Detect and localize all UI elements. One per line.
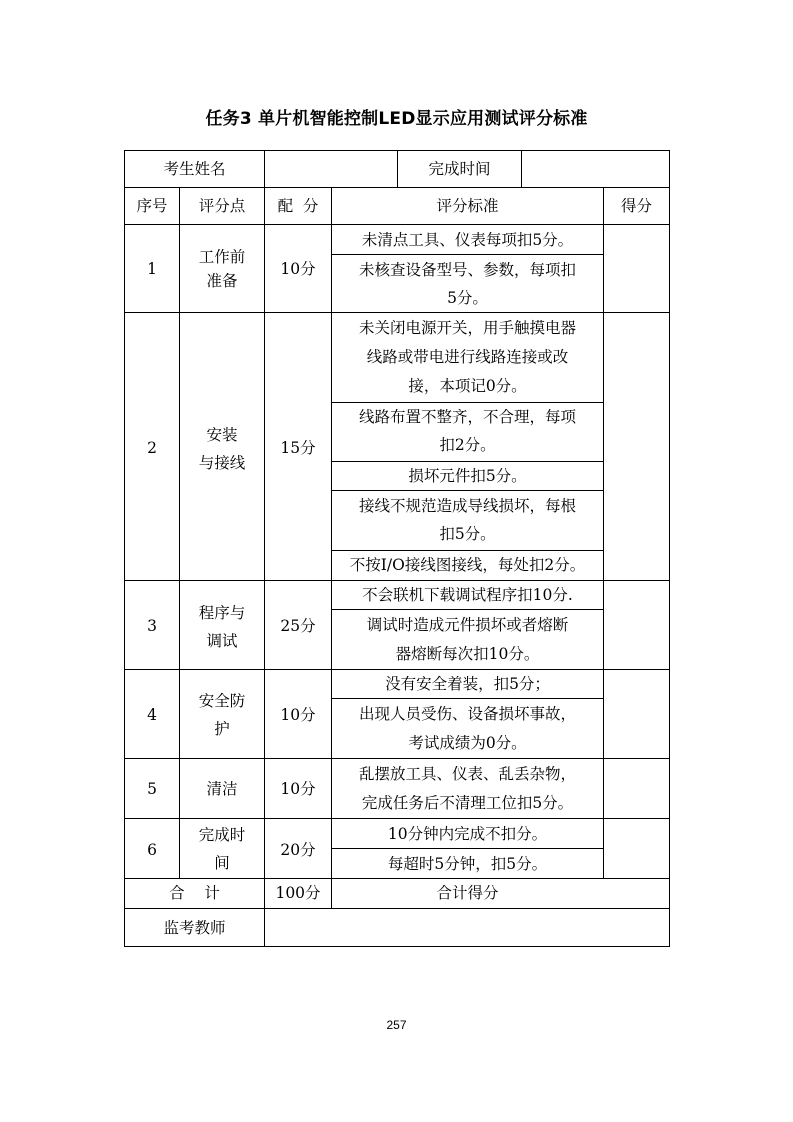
- row-3-point: 调试: [206, 632, 238, 650]
- row-2-point: 与接线: [198, 454, 246, 472]
- row-2-point: 安装: [206, 426, 238, 444]
- row-4-point: 护: [214, 720, 230, 738]
- row-3-criterion: 器熔断每次扣10分。: [395, 645, 540, 663]
- row-4-point: 安全防: [198, 692, 246, 710]
- row-1-no: 1: [147, 260, 157, 278]
- column-header-got: 得分: [620, 197, 652, 215]
- row-3-criterion: 不会联机下载调试程序扣10分.: [362, 586, 573, 604]
- row-2-criterion: 扣5分。: [439, 525, 496, 543]
- row-5-score: 10分: [280, 780, 316, 798]
- row-6-point: 间: [214, 854, 230, 872]
- row-1-criterion: 未清点工具、仪表每项扣5分。: [361, 231, 574, 249]
- row-3-point: 程序与: [198, 604, 246, 622]
- row-6-score: 20分: [280, 841, 316, 859]
- column-header-no: 序号: [136, 197, 168, 215]
- row-2-score: 15分: [280, 439, 316, 457]
- row-6-criterion: 10分钟内完成不扣分。: [387, 825, 548, 843]
- row-6-no: 6: [147, 841, 157, 859]
- row-5-criterion: 乱摆放工具、仪表、乱丢杂物，: [358, 765, 576, 783]
- row-4-criterion: 考试成绩为0分。: [408, 734, 527, 752]
- row-2-criterion: 接线不规范造成导线损坏，每根: [358, 497, 576, 515]
- total-score: 100分: [275, 884, 321, 902]
- row-2-criterion: 线路布置不整齐，不合理，每项: [358, 408, 576, 426]
- column-header-criteria: 评分标准: [436, 197, 499, 215]
- row-1-point: 准备: [206, 272, 238, 290]
- row-1-criterion: 5分。: [447, 289, 488, 307]
- document-title: 任务3 单片机智能控制LED显示应用测试评分标准: [205, 109, 588, 129]
- row-1-score: 10分: [280, 260, 316, 278]
- proctor-label: 监考教师: [163, 919, 226, 937]
- row-4-criterion: 出现人员受伤、设备损坏事故，: [358, 705, 576, 723]
- row-4-score: 10分: [280, 706, 316, 724]
- row-2-no: 2: [147, 439, 157, 457]
- total-label: 合 计: [169, 884, 220, 902]
- column-header-score: 配 分: [277, 197, 319, 215]
- row-1-criterion: 未核查设备型号、参数，每项扣: [358, 261, 576, 279]
- row-3-criterion: 调试时造成元件损坏或者熔断: [366, 616, 569, 634]
- row-2-criterion: 线路或带电进行线路连接或改: [366, 348, 569, 366]
- column-header-point: 评分点: [198, 197, 246, 215]
- row-5-no: 5: [147, 780, 157, 798]
- total-sum-label: 合计得分: [436, 884, 499, 902]
- row-4-criterion: 没有安全着装，扣5分；: [385, 675, 550, 693]
- row-6-criterion: 每超时5分钟，扣5分。: [387, 855, 548, 873]
- row-2-criterion: 未关闭电源开关，用手触摸电器: [358, 319, 576, 337]
- row-5-criterion: 完成任务后不清理工位扣5分。: [361, 794, 574, 812]
- row-2-criterion: 接，本项记0分。: [408, 377, 527, 395]
- row-2-criterion: 损坏元件扣5分。: [408, 467, 527, 485]
- examinee-name-label: 考生姓名: [163, 160, 226, 178]
- completion-time-label: 完成时间: [428, 160, 491, 178]
- row-2-criterion: 不按I/O接线图接线，每处扣2分。: [349, 556, 586, 574]
- row-6-point: 完成时: [198, 826, 246, 844]
- row-1-point: 工作前: [198, 248, 246, 266]
- row-4-no: 4: [147, 706, 157, 724]
- row-3-no: 3: [147, 617, 157, 635]
- row-3-score: 25分: [280, 617, 316, 635]
- row-5-point: 清洁: [206, 780, 238, 798]
- row-2-criterion: 扣2分。: [439, 436, 496, 454]
- page-number: 257: [386, 1018, 407, 1032]
